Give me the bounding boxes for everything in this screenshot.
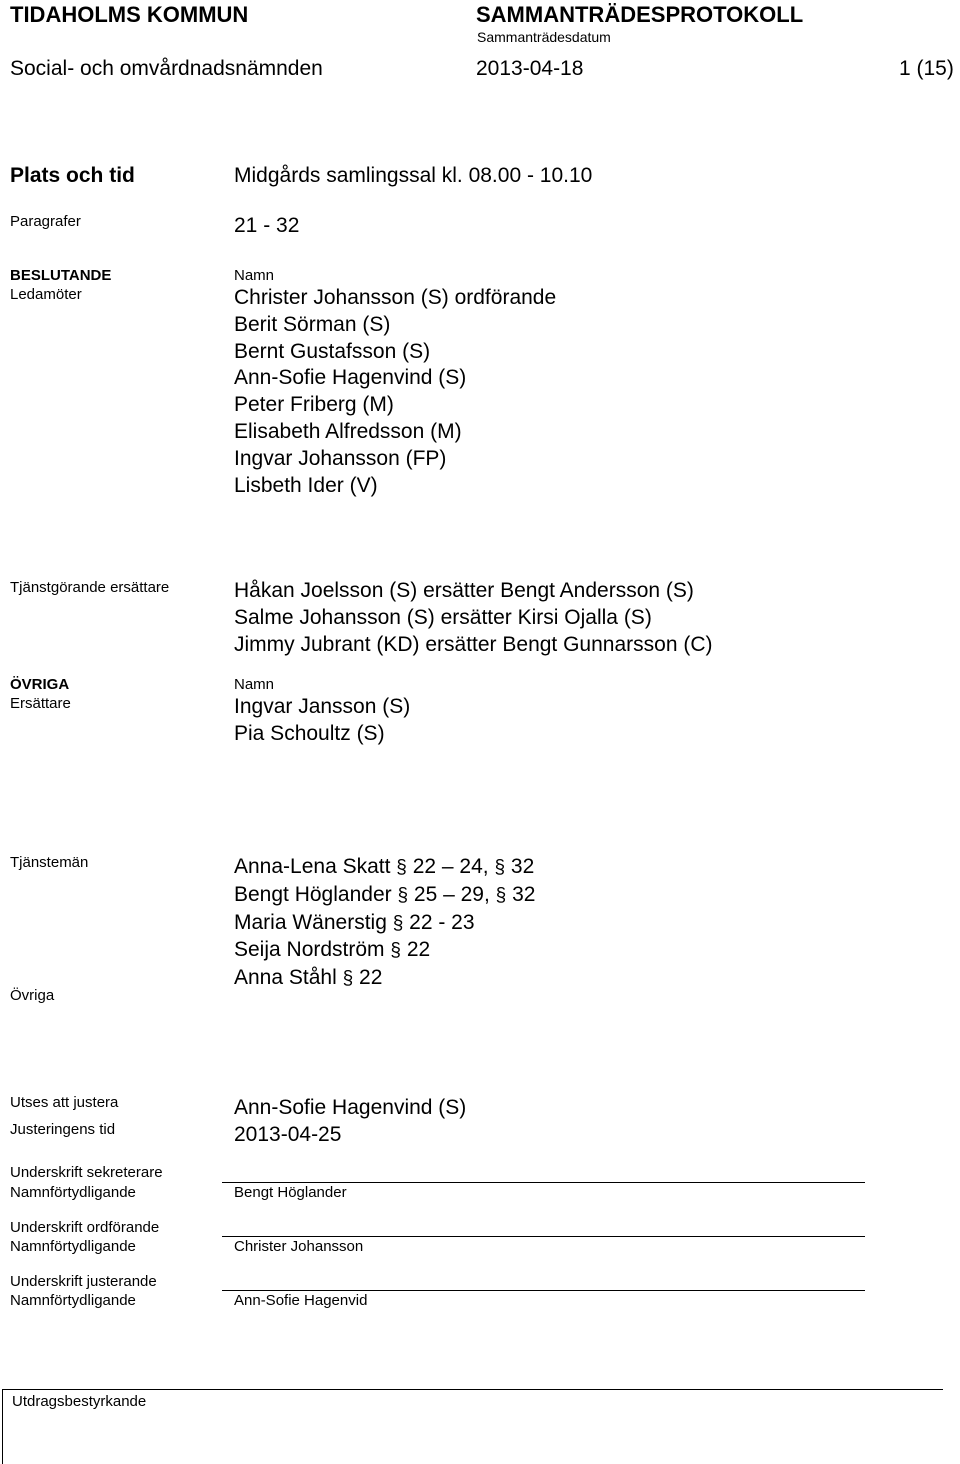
official-paragraphs: 22 - 23	[409, 910, 475, 934]
official-name: Bengt Höglander	[234, 882, 392, 906]
members-label: Ledamöter	[10, 286, 82, 303]
others-name-header: Namn	[234, 676, 275, 693]
paragraph-sign-icon: §	[397, 884, 409, 906]
officials-list	[234, 854, 535, 993]
paragraph-sign-icon: §	[396, 857, 407, 878]
adjustment-time-label: Justeringens tid	[10, 1121, 116, 1138]
others-list	[234, 694, 410, 748]
official-paragraphs-extra: 32	[512, 882, 536, 906]
list-item	[234, 882, 535, 910]
official-name: Seija Nordström	[234, 938, 385, 962]
extract-box-left-border	[2, 1389, 3, 1464]
official-paragraphs-extra: 32	[510, 855, 535, 878]
document-type: SAMMANTRÄDESPROTOKOLL	[476, 2, 804, 27]
official-paragraphs: 22	[406, 938, 431, 962]
signature-role: Underskrift justerande	[10, 1273, 157, 1290]
paragraph-sign-icon: §	[495, 884, 507, 906]
other-attendees-label: Övriga	[10, 987, 55, 1004]
others-label: ÖVRIGA	[10, 676, 70, 693]
signature-line	[222, 1290, 865, 1291]
signatory-name: Bengt Höglander	[234, 1184, 347, 1201]
meeting-date-label: Sammanträdesdatum	[477, 29, 611, 45]
official-name: Maria Wänerstig	[234, 910, 387, 934]
serving-substitutes-label: Tjänstgörande ersättare	[10, 579, 170, 596]
official-paragraphs: 25 – 29,	[413, 882, 490, 906]
adjuster-label: Utses att justera	[10, 1094, 119, 1111]
adjustment-time-value: 2013-04-25	[234, 1123, 342, 1146]
list-item	[234, 937, 535, 965]
deciding-label: BESLUTANDE	[10, 267, 112, 284]
paragraphs-label: Paragrafer	[10, 213, 81, 230]
list-item: Salme Johansson (S) ersätter Kirsi Ojalla (S)	[234, 605, 652, 629]
place-label: Plats och tid	[10, 164, 135, 187]
department-name: Social- och omvårdnadsnämnden	[10, 57, 323, 80]
signatory-name: Christer Johansson	[234, 1238, 364, 1255]
list-item	[234, 965, 535, 993]
name-clarification-label: Namnförtydligande	[10, 1184, 136, 1201]
officials-label: Tjänstemän	[10, 854, 89, 871]
deciding-name-header: Namn	[234, 267, 275, 284]
list-item: Ingvar Johansson (FP)	[234, 446, 447, 470]
list-item: Pia Schoultz (S)	[234, 721, 385, 745]
serving-substitutes-list	[234, 578, 713, 658]
signature-role: Underskrift sekreterare	[10, 1164, 163, 1181]
list-item: Berit Sörman (S)	[234, 312, 391, 336]
list-item	[234, 854, 535, 882]
name-clarification-label: Namnförtydligande	[10, 1292, 136, 1309]
signatory-name: Ann-Sofie Hagenvid	[234, 1292, 368, 1309]
list-item: Ann-Sofie Hagenvind (S)	[234, 366, 467, 390]
official-name: Anna Ståhl	[234, 966, 337, 990]
list-item: Jimmy Jubrant (KD) ersätter Bengt Gunnarsson (C)	[234, 632, 713, 656]
substitutes-label: Ersättare	[10, 695, 71, 712]
signature-line	[222, 1236, 865, 1237]
meeting-date: 2013-04-18	[476, 57, 584, 80]
paragraph-sign-icon: §	[494, 857, 506, 878]
page-number: 1 (15)	[899, 57, 954, 80]
adjuster-value: Ann-Sofie Hagenvind (S)	[234, 1096, 467, 1119]
signature-role: Underskrift ordförande	[10, 1219, 160, 1236]
list-item: Håkan Joelsson (S) ersätter Bengt Andersson (S)	[234, 579, 694, 602]
signature-line	[222, 1182, 865, 1183]
official-paragraphs: 22 – 24,	[412, 855, 489, 878]
extract-box-top-border	[2, 1389, 943, 1390]
extract-certification-label: Utdragsbestyrkande	[12, 1393, 147, 1410]
list-item: Ingvar Jansson (S)	[234, 695, 411, 718]
list-item: Peter Friberg (M)	[234, 393, 394, 417]
list-item: Lisbeth Ider (V)	[234, 473, 378, 497]
list-item: Bernt Gustafsson (S)	[234, 339, 431, 363]
list-item: Elisabeth Alfredsson (M)	[234, 419, 462, 443]
name-clarification-label: Namnförtydligande	[10, 1238, 136, 1255]
official-paragraphs: 22	[359, 966, 383, 990]
paragraph-sign-icon: §	[342, 968, 354, 990]
deciding-members-list	[234, 285, 556, 499]
paragraph-sign-icon: §	[392, 912, 404, 934]
official-name: Anna-Lena Skatt	[234, 855, 391, 878]
list-item: Christer Johansson (S) ordförande	[234, 286, 557, 309]
paragraph-sign-icon: §	[390, 940, 401, 962]
paragraphs-value: 21 - 32	[234, 214, 300, 237]
list-item	[234, 910, 535, 938]
organization-name: TIDAHOLMS KOMMUN	[10, 2, 249, 27]
place-value: Midgårds samlingssal kl. 08.00 - 10.10	[234, 164, 593, 187]
